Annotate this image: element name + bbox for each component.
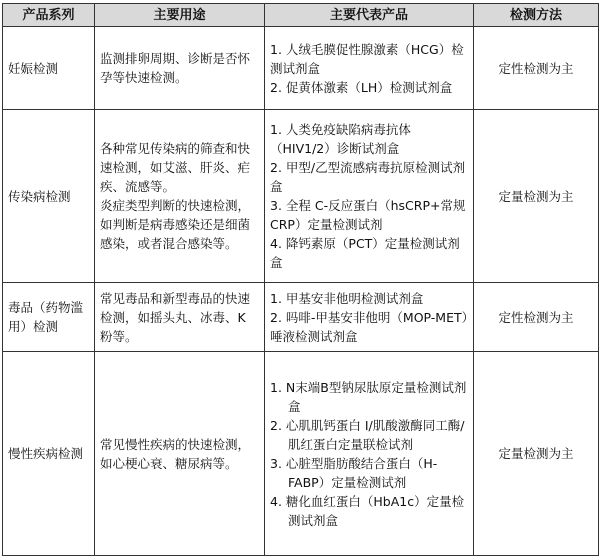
product-item: 2. 促黄体激素（LH）检测试剂盒 [270,79,453,95]
header-products: 主要代表产品 [265,4,474,27]
series-cell: 毒品（药物滥用）检测 [3,283,95,352]
product-item: 2. 心肌肌钙蛋白 I/肌酸激酶同工酶/肌红蛋白定量联检试剂 [270,417,465,452]
usage-text: 各种常见传染病的筛查和快速检测，如艾滋、肝炎、疟疾、流感等。 [100,141,251,194]
products-cell [265,110,474,283]
usage-text: 常见毒品和新型毒品的快速检测，如摇头丸、冰毒、K 粉等。 [100,290,251,344]
product-table [2,3,599,556]
products-cell [265,27,474,110]
products-cell [265,352,474,556]
method-cell: 定性检测为主 [474,27,599,110]
series-cell: 慢性疾病检测 [3,352,95,556]
product-item: 4. 降钙素原（PCT）定量检测试剂盒 [270,236,460,270]
product-item: 1. 甲基安非他明检测试剂盒 [270,290,424,306]
series-cell: 妊娠检测 [3,27,95,110]
usage-cell [95,352,265,556]
header-usage: 主要用途 [95,4,265,27]
table-row [3,352,599,556]
method-cell: 定性检测为主 [474,283,599,352]
usage-cell [95,110,265,283]
product-item: 1. 人类免疫缺陷病毒抗体（HIV1/2）诊断试剂盒 [270,122,411,156]
header-row [3,4,599,27]
product-item: 2. 吗啡-甲基安非他明（MOP-MET）唾液检测试剂盒 [270,309,468,344]
usage-cell [95,27,265,110]
products-cell [265,283,474,352]
table-row [3,110,599,283]
usage-text: 炎症类型判断的快速检测，如判断是病毒感染还是细菌感染，或者混合感染等。 [100,198,251,251]
table-row [3,283,599,352]
product-item: 1. N末端B型钠尿肽原定量检测试剂盒 [270,379,467,414]
method-cell: 定量检测为主 [474,110,599,283]
product-item: 1. 人绒毛膜促性腺激素（HCG）检测试剂盒 [270,41,464,76]
header-series: 产品系列 [3,4,95,27]
usage-cell [95,283,265,352]
product-item: 3. 全程 C-反应蛋白（hsCRP+常规 CRP）定量检测试剂 [270,198,466,232]
product-item: 2. 甲型/乙型流感病毒抗原检测试剂盒 [270,160,466,194]
usage-text: 常见慢性疾病的快速检测，如心梗心衰、糖尿病等。 [100,436,251,471]
method-cell: 定量检测为主 [474,352,599,556]
product-item: 3. 心脏型脂肪酸结合蛋白（H-FABP）定量检测试剂 [270,455,438,490]
header-method: 检测方法 [474,4,599,27]
series-cell: 传染病检测 [3,110,95,283]
product-item: 4. 糖化血红蛋白（HbA1c）定量检测试剂盒 [270,493,465,528]
usage-text: 监测排卵周期、诊断是否怀孕等快速检测。 [100,51,251,85]
table-row [3,27,599,110]
